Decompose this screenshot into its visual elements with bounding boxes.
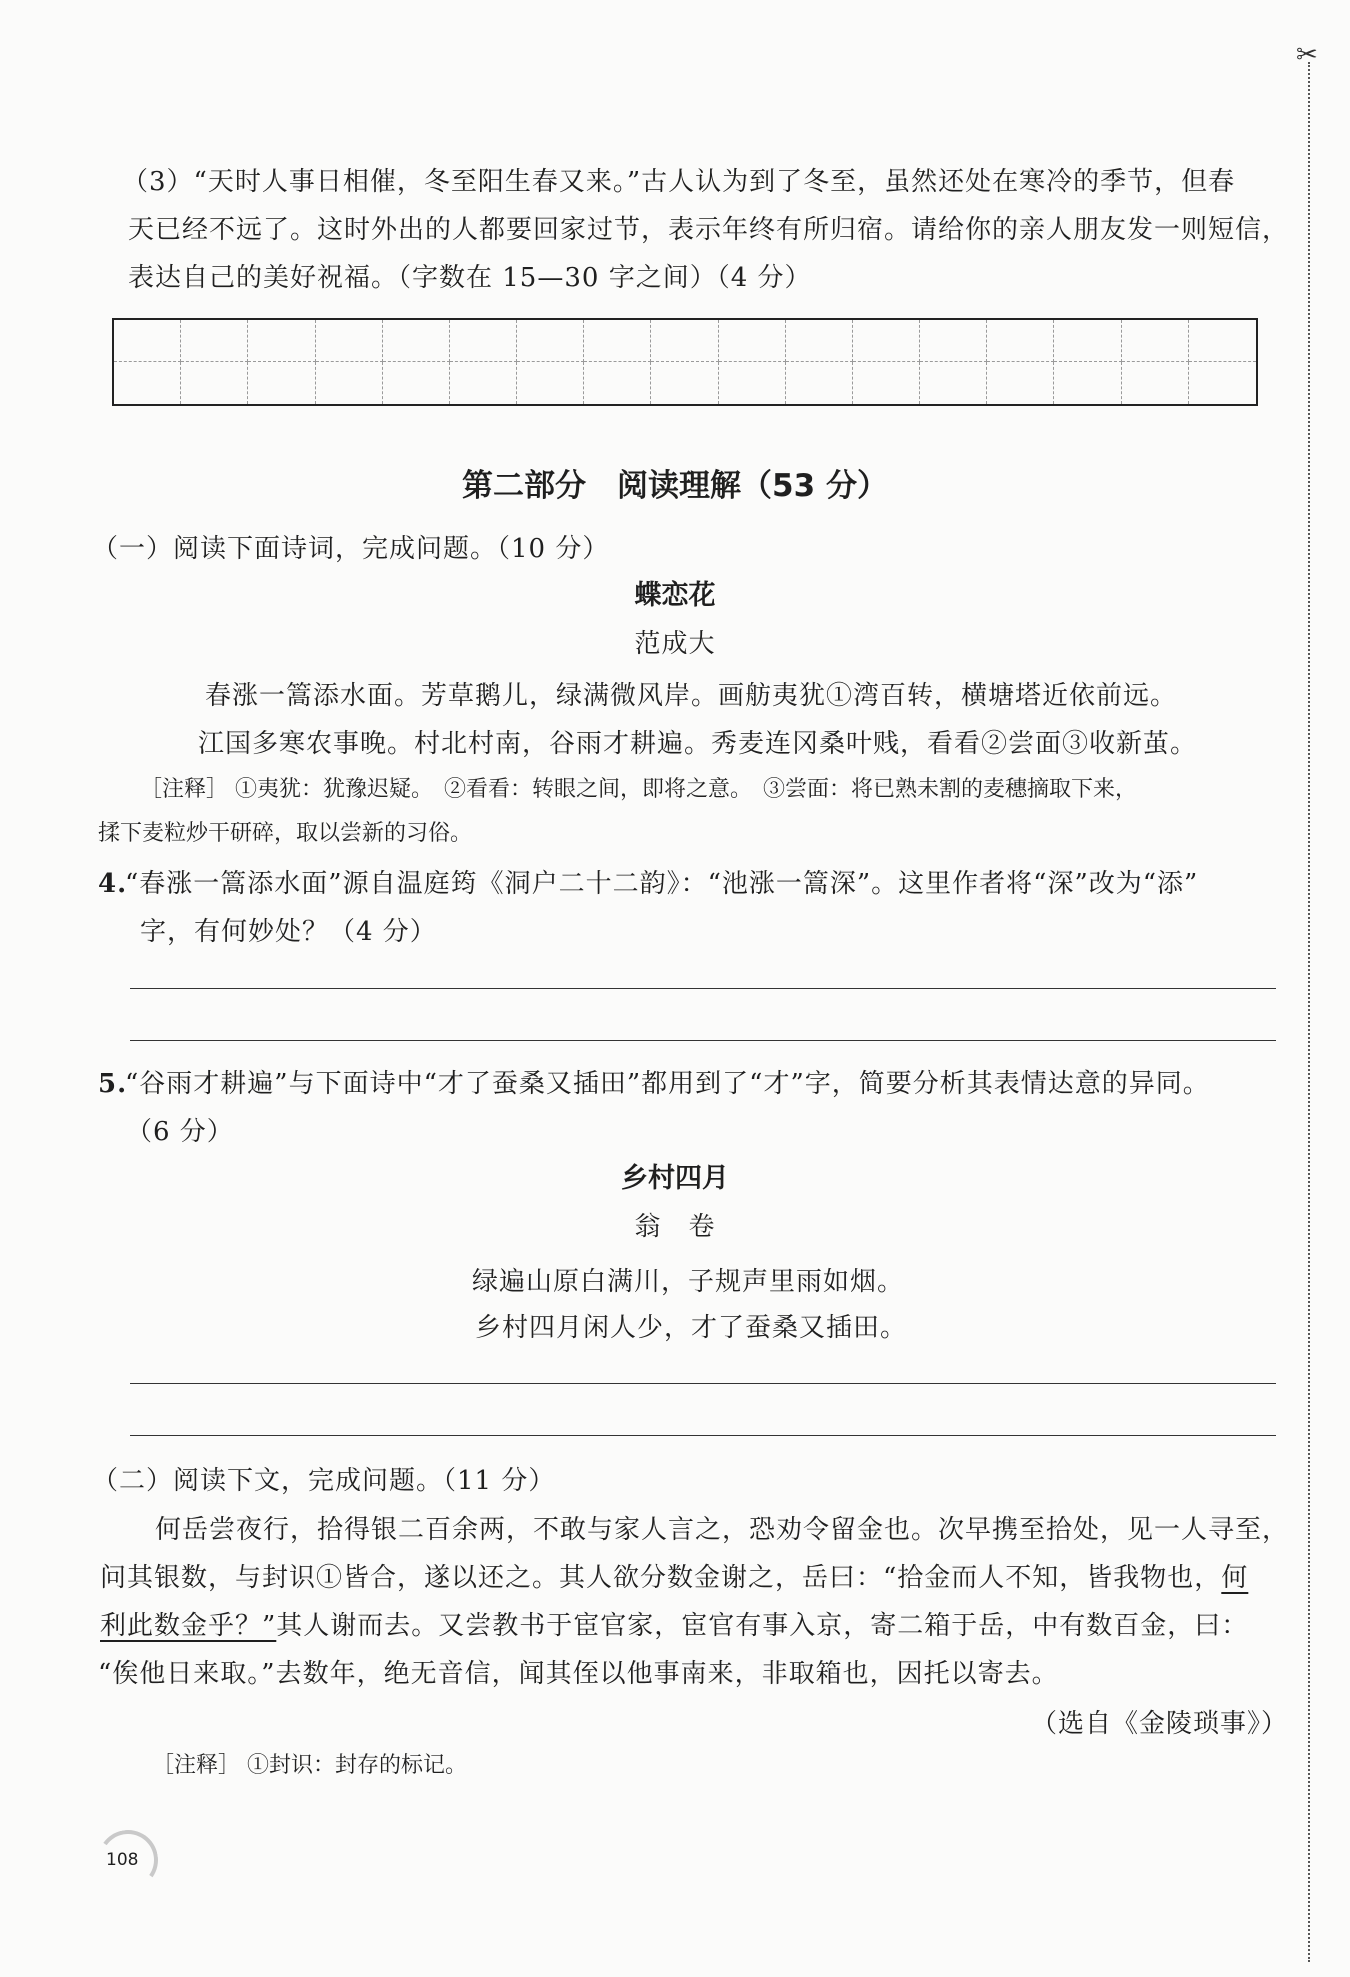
q3-line1: （3）“天时人事日相催，冬至阳生春又来。”古人认为到了冬至，虽然还处在寒冷的季节，但春 xyxy=(122,167,1236,197)
q5-line2: （6 分） xyxy=(126,1117,234,1147)
grid-cell[interactable] xyxy=(987,362,1054,404)
q5-answer-line-1[interactable] xyxy=(130,1383,1276,1384)
grid-cell[interactable] xyxy=(316,362,383,404)
grid-cell[interactable] xyxy=(786,320,853,362)
note1-line1: ［注释］ ①夷犹：犹豫迟疑。 ②看看：转眼之间，即将之意。 ③尝面：将已熟未割的麦穗摘取下来， xyxy=(140,777,1137,802)
grid-cell[interactable] xyxy=(719,362,786,404)
passage-line3 xyxy=(100,1602,1248,1650)
passage-line3-text: 其人谢而去。又尝教书于宦官家，宦官有事入京，寄二箱于岳，中有数百金，曰： xyxy=(276,1611,1249,1641)
grid-cell[interactable] xyxy=(1189,362,1256,404)
grid-cell[interactable] xyxy=(1122,362,1189,404)
q4-number: 4. xyxy=(98,869,128,899)
grid-cell[interactable] xyxy=(316,320,383,362)
poem2-title: 乡村四月 xyxy=(621,1163,729,1194)
q4-answer-line-1[interactable] xyxy=(130,988,1276,989)
q4-answer-line-2[interactable] xyxy=(130,1040,1276,1041)
poem1-line1: 春涨一篙添水面。芳草鹅儿，绿满微风岸。画舫夷犹①湾百转，横塘塔近依前远。 xyxy=(205,681,1178,711)
section1-heading: （一）阅读下面诗词，完成问题。（10 分） xyxy=(92,534,610,564)
q3-line2: 天已经不远了。这时外出的人都要回家过节，表示年终有所归宿。请给你的亲人朋友发一则短信， xyxy=(128,215,1290,245)
grid-cell[interactable] xyxy=(383,362,450,404)
grid-cell[interactable] xyxy=(920,320,987,362)
q4-line1: “春涨一篙添水面”源自温庭筠《洞户二十二韵》：“池涨一篙深”。这里作者将“深”改为“添” xyxy=(125,869,1199,899)
q5-answer-line-2[interactable] xyxy=(130,1435,1276,1436)
grid-cell[interactable] xyxy=(1054,362,1121,404)
q4-line2: 字，有何妙处？（4 分） xyxy=(140,917,437,947)
grid-cell[interactable] xyxy=(181,320,248,362)
q3-line3: 表达自己的美好祝福。（字数在 15—30 字之间）（4 分） xyxy=(128,263,812,293)
note1-line2: 揉下麦粒炒干研碎，取以尝新的习俗。 xyxy=(98,821,473,846)
grid-cell[interactable] xyxy=(114,362,181,404)
grid-cell[interactable] xyxy=(1122,320,1189,362)
poem1-title: 蝶恋花 xyxy=(634,580,716,611)
grid-cell[interactable] xyxy=(517,320,584,362)
grid-cell[interactable] xyxy=(248,362,315,404)
grid-cell[interactable] xyxy=(1189,320,1256,362)
grid-cell[interactable] xyxy=(450,320,517,362)
grid-cell[interactable] xyxy=(517,362,584,404)
note2: ［注释］ ①封识：封存的标记。 xyxy=(152,1753,467,1778)
cut-line xyxy=(1308,62,1310,1962)
poem1-line2: 江国多寒农事晚。村北村南，谷雨才耕遍。秀麦连冈桑叶贱，看看②尝面③收新茧。 xyxy=(198,729,1198,759)
grid-cell[interactable] xyxy=(651,320,718,362)
grid-cell[interactable] xyxy=(114,320,181,362)
grid-cell[interactable] xyxy=(383,320,450,362)
passage-line1: 何岳尝夜行，拾得银二百余两，不敢与家人言之，恐劝令留金也。次早携至拾处，见一人寻至， xyxy=(155,1515,1290,1545)
underlined-sentence-end: 利此数金乎？” xyxy=(100,1611,277,1641)
passage-line2-text: 问其银数，与封识①皆合，遂以还之。其人欲分数金谢之，岳曰：“拾金而人不知，皆我物也， xyxy=(100,1563,1222,1593)
grid-cell[interactable] xyxy=(584,362,651,404)
grid-cell[interactable] xyxy=(181,362,248,404)
grid-cell[interactable] xyxy=(987,320,1054,362)
grid-cell[interactable] xyxy=(248,320,315,362)
part2-title: 第二部分 阅读理解（53 分） xyxy=(462,468,888,504)
q5-number: 5. xyxy=(98,1069,128,1099)
grid-cell[interactable] xyxy=(853,320,920,362)
section2-heading: （二）阅读下文，完成问题。（11 分） xyxy=(92,1466,556,1496)
grid-cell[interactable] xyxy=(1054,320,1121,362)
grid-cell[interactable] xyxy=(853,362,920,404)
grid-cell[interactable] xyxy=(450,362,517,404)
grid-cell[interactable] xyxy=(719,320,786,362)
poem1-author: 范成大 xyxy=(634,629,716,659)
poem2-line2: 乡村四月闲人少，才了蚕桑又插田。 xyxy=(475,1313,908,1343)
grid-cell[interactable] xyxy=(651,362,718,404)
poem2-author: 翁 卷 xyxy=(634,1212,716,1242)
grid-cell[interactable] xyxy=(584,320,651,362)
grid-cell[interactable] xyxy=(786,362,853,404)
poem2-line1: 绿遍山原白满川，子规声里雨如烟。 xyxy=(472,1267,905,1297)
answer-grid[interactable] xyxy=(112,318,1258,406)
passage-source: （选自《金陵琐事》） xyxy=(1030,1709,1288,1739)
passage-line2 xyxy=(100,1554,1248,1602)
grid-cell[interactable] xyxy=(920,362,987,404)
scissors-icon: ✂ xyxy=(1296,40,1318,70)
underlined-sentence-start: 何 xyxy=(1221,1563,1249,1593)
page-number xyxy=(98,1830,154,1886)
page-number-text: 108 xyxy=(106,1850,139,1870)
passage-line4: “俟他日来取。”去数年，绝无音信，闻其侄以他事南来，非取箱也，因托以寄去。 xyxy=(98,1659,1059,1689)
q5-line1: “谷雨才耕遍”与下面诗中“才了蚕桑又插田”都用到了“才”字，简要分析其表情达意的异同。 xyxy=(125,1069,1210,1099)
